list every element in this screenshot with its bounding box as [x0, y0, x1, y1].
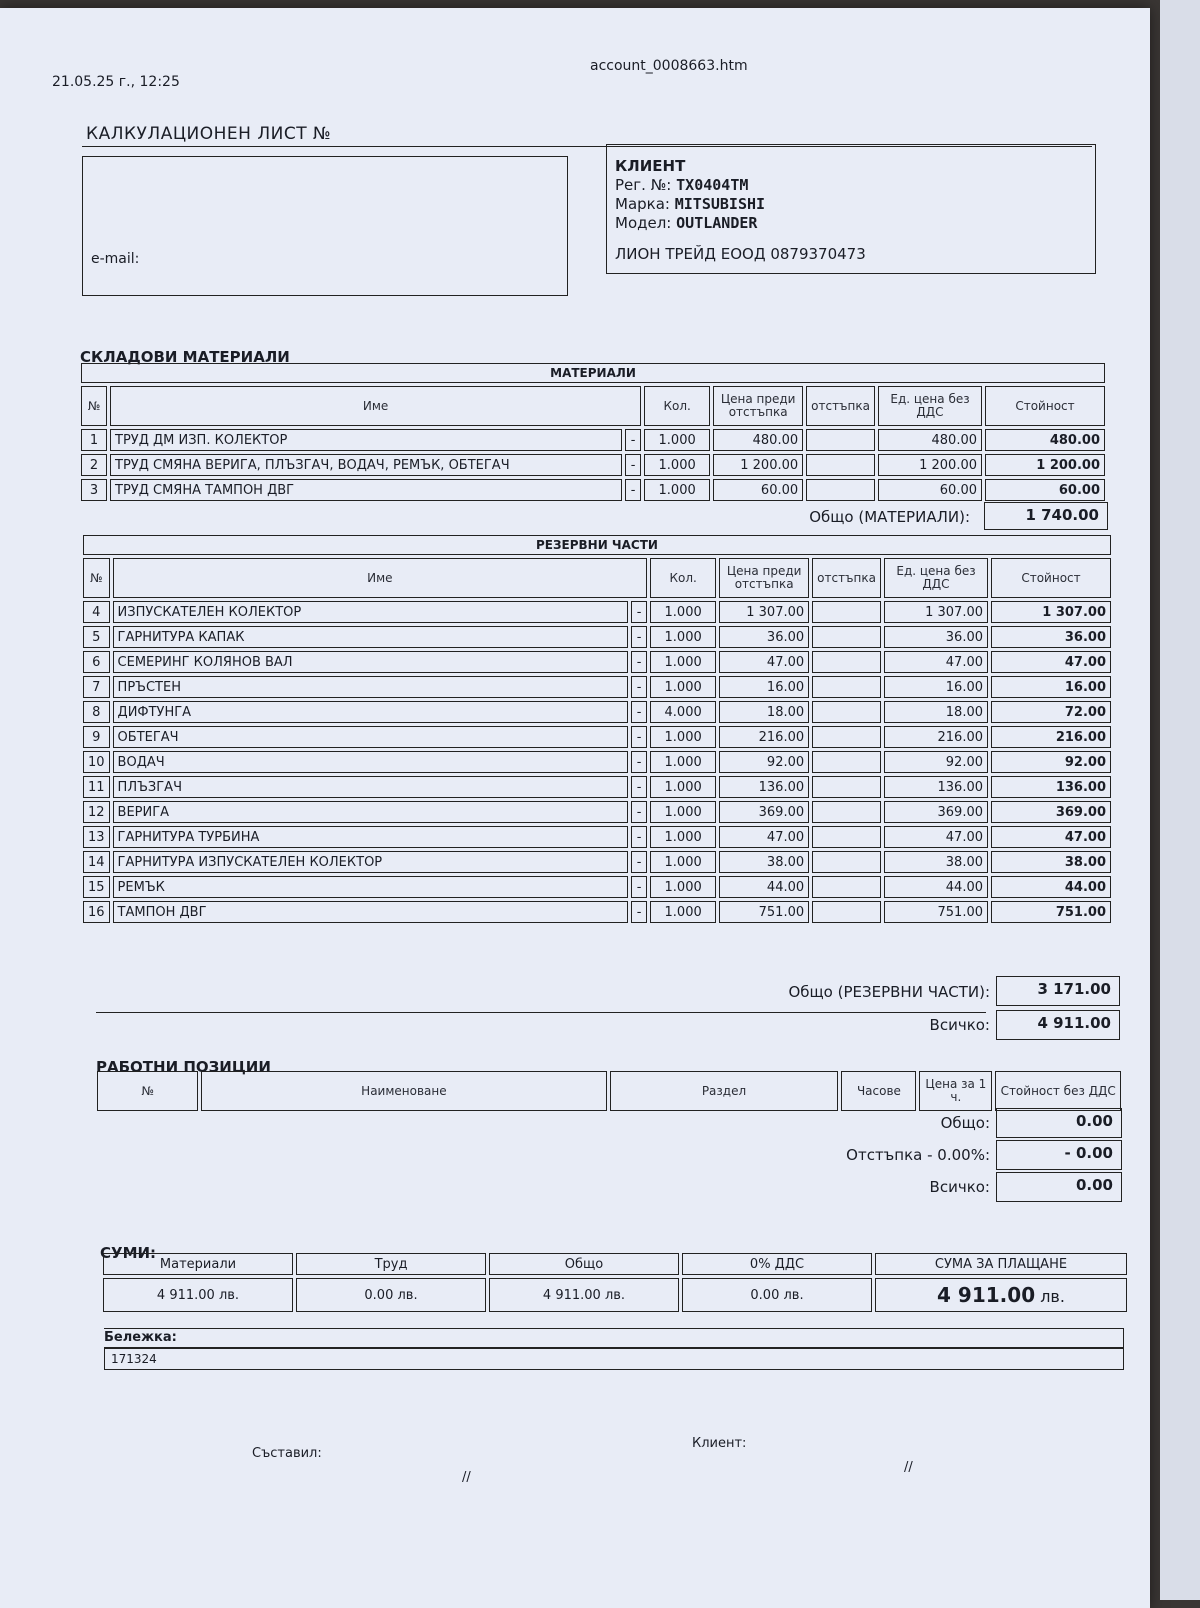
- row-dash: -: [631, 751, 647, 773]
- table-row: [83, 801, 1111, 823]
- row-name: ГАРНИТУРА ТУРБИНА: [113, 826, 629, 848]
- row-unit-price: 751.00: [884, 901, 988, 923]
- row-discount: [812, 626, 881, 648]
- row-discount: [812, 801, 881, 823]
- table-row: [81, 429, 1105, 451]
- row-unit-price: 60.00: [878, 479, 982, 501]
- company-info-box: [82, 156, 568, 296]
- row-qty: 1.000: [650, 776, 716, 798]
- row-price: 60.00: [713, 479, 803, 501]
- sums-title: СУМИ:: [100, 1244, 157, 1262]
- composed-by-label: Съставил:: [252, 1446, 322, 1461]
- row-discount: [812, 726, 881, 748]
- parts-table: [80, 532, 1114, 926]
- table-row: [83, 726, 1111, 748]
- row-price: 47.00: [719, 651, 809, 673]
- row-price: 92.00: [719, 751, 809, 773]
- row-qty: 4.000: [650, 701, 716, 723]
- row-unit-price: 216.00: [884, 726, 988, 748]
- work-col-no: №: [97, 1071, 198, 1111]
- row-name: СЕМЕРИНГ КОЛЯНОВ ВАЛ: [113, 651, 629, 673]
- row-qty: 1.000: [650, 726, 716, 748]
- row-price: 16.00: [719, 676, 809, 698]
- row-discount: [812, 676, 881, 698]
- row-name: ПРЪСТЕН: [113, 676, 629, 698]
- reg-number: Рег. №: TX0404TM: [615, 176, 749, 194]
- row-discount: [812, 701, 881, 723]
- table-row: [83, 776, 1111, 798]
- row-value: 369.00: [991, 801, 1111, 823]
- row-unit-price: 369.00: [884, 801, 988, 823]
- col-unit-price: Ед. цена без ДДС: [884, 558, 988, 598]
- row-no: 9: [83, 726, 110, 748]
- client-company: ЛИОН ТРЕЙД ЕООД 0879370473: [615, 245, 866, 263]
- row-price: 18.00: [719, 701, 809, 723]
- row-dash: -: [625, 454, 641, 476]
- row-value: 92.00: [991, 751, 1111, 773]
- table-row: [83, 651, 1111, 673]
- sum-labor-header: Труд: [296, 1253, 486, 1275]
- row-no: 11: [83, 776, 110, 798]
- row-dash: -: [625, 429, 641, 451]
- row-value: 47.00: [991, 651, 1111, 673]
- sum-materials-header: Материали: [103, 1253, 293, 1275]
- sum-vat: 0.00 лв.: [682, 1278, 872, 1312]
- row-unit-price: 92.00: [884, 751, 988, 773]
- note-top-box: [104, 1328, 1124, 1348]
- row-price: 47.00: [719, 826, 809, 848]
- client-heading: КЛИЕНТ: [615, 157, 686, 175]
- row-price: 216.00: [719, 726, 809, 748]
- parts-header-row: [83, 558, 1111, 598]
- row-no: 13: [83, 826, 110, 848]
- note-label: Бележка:: [104, 1330, 177, 1345]
- col-discount: отстъпка: [812, 558, 881, 598]
- row-name: ГАРНИТУРА КАПАК: [113, 626, 629, 648]
- row-no: 3: [81, 479, 107, 501]
- row-name: ДИФТУНГА: [113, 701, 629, 723]
- col-no: №: [83, 558, 110, 598]
- row-value: 60.00: [985, 479, 1105, 501]
- sums-table: [100, 1250, 1130, 1315]
- row-value: 38.00: [991, 851, 1111, 873]
- table-row: [83, 876, 1111, 898]
- row-qty: 1.000: [650, 601, 716, 623]
- sums-header-row: [103, 1253, 1127, 1275]
- row-discount: [806, 429, 875, 451]
- row-qty: 1.000: [650, 826, 716, 848]
- col-value: Стойност: [985, 386, 1105, 426]
- row-qty: 1.000: [650, 876, 716, 898]
- row-value: 1 200.00: [985, 454, 1105, 476]
- row-value: 216.00: [991, 726, 1111, 748]
- client-signature: //: [904, 1460, 913, 1475]
- row-name: ОБТЕГАЧ: [113, 726, 629, 748]
- work-all: 0.00: [996, 1172, 1122, 1202]
- row-price: 751.00: [719, 901, 809, 923]
- col-no: №: [81, 386, 107, 426]
- row-no: 15: [83, 876, 110, 898]
- row-no: 7: [83, 676, 110, 698]
- materials-caption: МАТЕРИАЛИ: [81, 363, 1105, 383]
- col-unit-price: Ед. цена без ДДС: [878, 386, 982, 426]
- row-dash: -: [631, 651, 647, 673]
- work-col-value: Стойност без ДДС: [995, 1071, 1121, 1111]
- row-no: 16: [83, 901, 110, 923]
- row-qty: 1.000: [650, 676, 716, 698]
- sum-labor: 0.00 лв.: [296, 1278, 486, 1312]
- materials-total-label: Общо (МАТЕРИАЛИ):: [809, 508, 970, 526]
- row-dash: -: [631, 626, 647, 648]
- row-value: 751.00: [991, 901, 1111, 923]
- row-dash: -: [631, 851, 647, 873]
- sums-value-row: [103, 1278, 1127, 1312]
- row-unit-price: 47.00: [884, 651, 988, 673]
- row-price: 1 307.00: [719, 601, 809, 623]
- file-name: account_0008663.htm: [590, 58, 748, 74]
- row-unit-price: 16.00: [884, 676, 988, 698]
- document-title: КАЛКУЛАЦИОНЕН ЛИСТ №: [86, 124, 332, 144]
- row-discount: [812, 751, 881, 773]
- row-dash: -: [625, 479, 641, 501]
- row-dash: -: [631, 826, 647, 848]
- work-discount-label: Отстъпка - 0.00%:: [846, 1146, 990, 1164]
- row-discount: [812, 826, 881, 848]
- row-value: 36.00: [991, 626, 1111, 648]
- work-col-name: Наименоване: [201, 1071, 606, 1111]
- row-no: 8: [83, 701, 110, 723]
- row-qty: 1.000: [650, 851, 716, 873]
- row-qty: 1.000: [644, 479, 710, 501]
- row-price: 44.00: [719, 876, 809, 898]
- col-discount: отстъпка: [806, 386, 875, 426]
- row-price: 38.00: [719, 851, 809, 873]
- sum-pay: [875, 1278, 1127, 1312]
- table-row: [83, 701, 1111, 723]
- row-unit-price: 1 200.00: [878, 454, 982, 476]
- row-discount: [812, 601, 881, 623]
- work-col-hours: Часове: [841, 1071, 916, 1111]
- col-price-before: Цена преди отстъпка: [713, 386, 803, 426]
- row-name: ВОДАЧ: [113, 751, 629, 773]
- row-value: 47.00: [991, 826, 1111, 848]
- row-value: 16.00: [991, 676, 1111, 698]
- sum-pay-currency: лв.: [1040, 1287, 1065, 1306]
- row-dash: -: [631, 876, 647, 898]
- row-price: 36.00: [719, 626, 809, 648]
- col-qty: Кол.: [650, 558, 716, 598]
- row-dash: -: [631, 801, 647, 823]
- row-value: 72.00: [991, 701, 1111, 723]
- row-name: ТРУД СМЯНА ТАМПОН ДВГ: [110, 479, 622, 501]
- row-value: 136.00: [991, 776, 1111, 798]
- work-all-label: Всичко:: [929, 1178, 990, 1196]
- row-unit-price: 136.00: [884, 776, 988, 798]
- work-col-rate: Цена за 1 ч.: [919, 1071, 992, 1111]
- row-name: ИЗПУСКАТЕЛЕН КОЛЕКТОР: [113, 601, 629, 623]
- row-name: ТРУД ДМ ИЗП. КОЛЕКТОР: [110, 429, 622, 451]
- materials-header-row: [81, 386, 1105, 426]
- col-name: Име: [110, 386, 641, 426]
- row-value: 480.00: [985, 429, 1105, 451]
- invoice-sheet: [0, 8, 1150, 1608]
- row-discount: [812, 651, 881, 673]
- table-row: [83, 751, 1111, 773]
- row-no: 10: [83, 751, 110, 773]
- row-qty: 1.000: [650, 626, 716, 648]
- col-price-before: Цена преди отстъпка: [719, 558, 809, 598]
- row-discount: [812, 876, 881, 898]
- parts-total-label: Общо (РЕЗЕРВНИ ЧАСТИ):: [788, 983, 990, 1001]
- work-table: [94, 1068, 1124, 1114]
- row-dash: -: [631, 901, 647, 923]
- row-dash: -: [631, 701, 647, 723]
- work-discount: - 0.00: [996, 1140, 1122, 1170]
- col-value: Стойност: [991, 558, 1111, 598]
- col-name: Име: [113, 558, 648, 598]
- table-row: [83, 901, 1111, 923]
- table-row: [83, 626, 1111, 648]
- row-name: ГАРНИТУРА ИЗПУСКАТЕЛЕН КОЛЕКТОР: [113, 851, 629, 873]
- parts-caption: РЕЗЕРВНИ ЧАСТИ: [83, 535, 1111, 555]
- row-price: 1 200.00: [713, 454, 803, 476]
- client-signature-label: Клиент:: [692, 1436, 747, 1451]
- note-value: 171324: [104, 1348, 1124, 1370]
- row-qty: 1.000: [644, 454, 710, 476]
- sum-total-header: Общо: [489, 1253, 679, 1275]
- grand-divider: [96, 1012, 986, 1013]
- row-price: 369.00: [719, 801, 809, 823]
- row-no: 2: [81, 454, 107, 476]
- email-label: e-mail:: [91, 251, 140, 267]
- row-price: 480.00: [713, 429, 803, 451]
- row-unit-price: 18.00: [884, 701, 988, 723]
- composed-by-signature: //: [462, 1470, 471, 1485]
- table-row: [83, 676, 1111, 698]
- row-discount: [806, 479, 875, 501]
- table-row: [83, 826, 1111, 848]
- row-name: ТАМПОН ДВГ: [113, 901, 629, 923]
- row-discount: [812, 901, 881, 923]
- row-unit-price: 38.00: [884, 851, 988, 873]
- row-qty: 1.000: [650, 801, 716, 823]
- row-unit-price: 36.00: [884, 626, 988, 648]
- row-no: 12: [83, 801, 110, 823]
- background-sheet: [1160, 0, 1200, 1600]
- sum-pay-amount: 4 911.00: [937, 1283, 1036, 1307]
- row-name: ТРУД СМЯНА ВЕРИГА, ПЛЪЗГАЧ, ВОДАЧ, РЕМЪК, ОБТЕГАЧ: [110, 454, 622, 476]
- row-name: РЕМЪК: [113, 876, 629, 898]
- row-name: ВЕРИГА: [113, 801, 629, 823]
- row-value: 1 307.00: [991, 601, 1111, 623]
- row-qty: 1.000: [650, 901, 716, 923]
- grand-total: 4 911.00: [996, 1010, 1120, 1040]
- materials-total: 1 740.00: [984, 502, 1108, 530]
- work-total-label: Общо:: [940, 1114, 990, 1132]
- table-row: [83, 851, 1111, 873]
- stock-section-title: СКЛАДОВИ МАТЕРИАЛИ: [80, 348, 290, 366]
- table-row: [81, 479, 1105, 501]
- row-dash: -: [631, 601, 647, 623]
- row-qty: 1.000: [650, 651, 716, 673]
- row-unit-price: 480.00: [878, 429, 982, 451]
- row-name: ПЛЪЗГАЧ: [113, 776, 629, 798]
- row-unit-price: 44.00: [884, 876, 988, 898]
- row-discount: [806, 454, 875, 476]
- row-no: 5: [83, 626, 110, 648]
- sum-total: 4 911.00 лв.: [489, 1278, 679, 1312]
- table-row: [83, 601, 1111, 623]
- grand-total-label: Всичко:: [929, 1016, 990, 1034]
- row-price: 136.00: [719, 776, 809, 798]
- row-dash: -: [631, 676, 647, 698]
- row-unit-price: 1 307.00: [884, 601, 988, 623]
- sum-materials: 4 911.00 лв.: [103, 1278, 293, 1312]
- col-qty: Кол.: [644, 386, 710, 426]
- print-date: 21.05.25 г., 12:25: [52, 74, 180, 90]
- row-dash: -: [631, 726, 647, 748]
- row-discount: [812, 851, 881, 873]
- row-no: 14: [83, 851, 110, 873]
- row-qty: 1.000: [644, 429, 710, 451]
- row-no: 1: [81, 429, 107, 451]
- work-total: 0.00: [996, 1108, 1122, 1138]
- car-model: Модел: OUTLANDER: [615, 214, 758, 232]
- sum-vat-header: 0% ДДС: [682, 1253, 872, 1275]
- row-discount: [812, 776, 881, 798]
- row-no: 4: [83, 601, 110, 623]
- row-dash: -: [631, 776, 647, 798]
- row-value: 44.00: [991, 876, 1111, 898]
- row-qty: 1.000: [650, 751, 716, 773]
- work-col-section: Раздел: [610, 1071, 839, 1111]
- client-box: [606, 144, 1096, 274]
- work-header-row: [97, 1071, 1121, 1111]
- table-row: [81, 454, 1105, 476]
- materials-table: [78, 360, 1108, 504]
- sum-pay-header: СУМА ЗА ПЛАЩАНЕ: [875, 1253, 1127, 1275]
- row-no: 6: [83, 651, 110, 673]
- row-unit-price: 47.00: [884, 826, 988, 848]
- car-make: Марка: MITSUBISHI: [615, 195, 766, 213]
- parts-total: 3 171.00: [996, 976, 1120, 1006]
- work-section-title: РАБОТНИ ПОЗИЦИИ: [96, 1058, 271, 1076]
